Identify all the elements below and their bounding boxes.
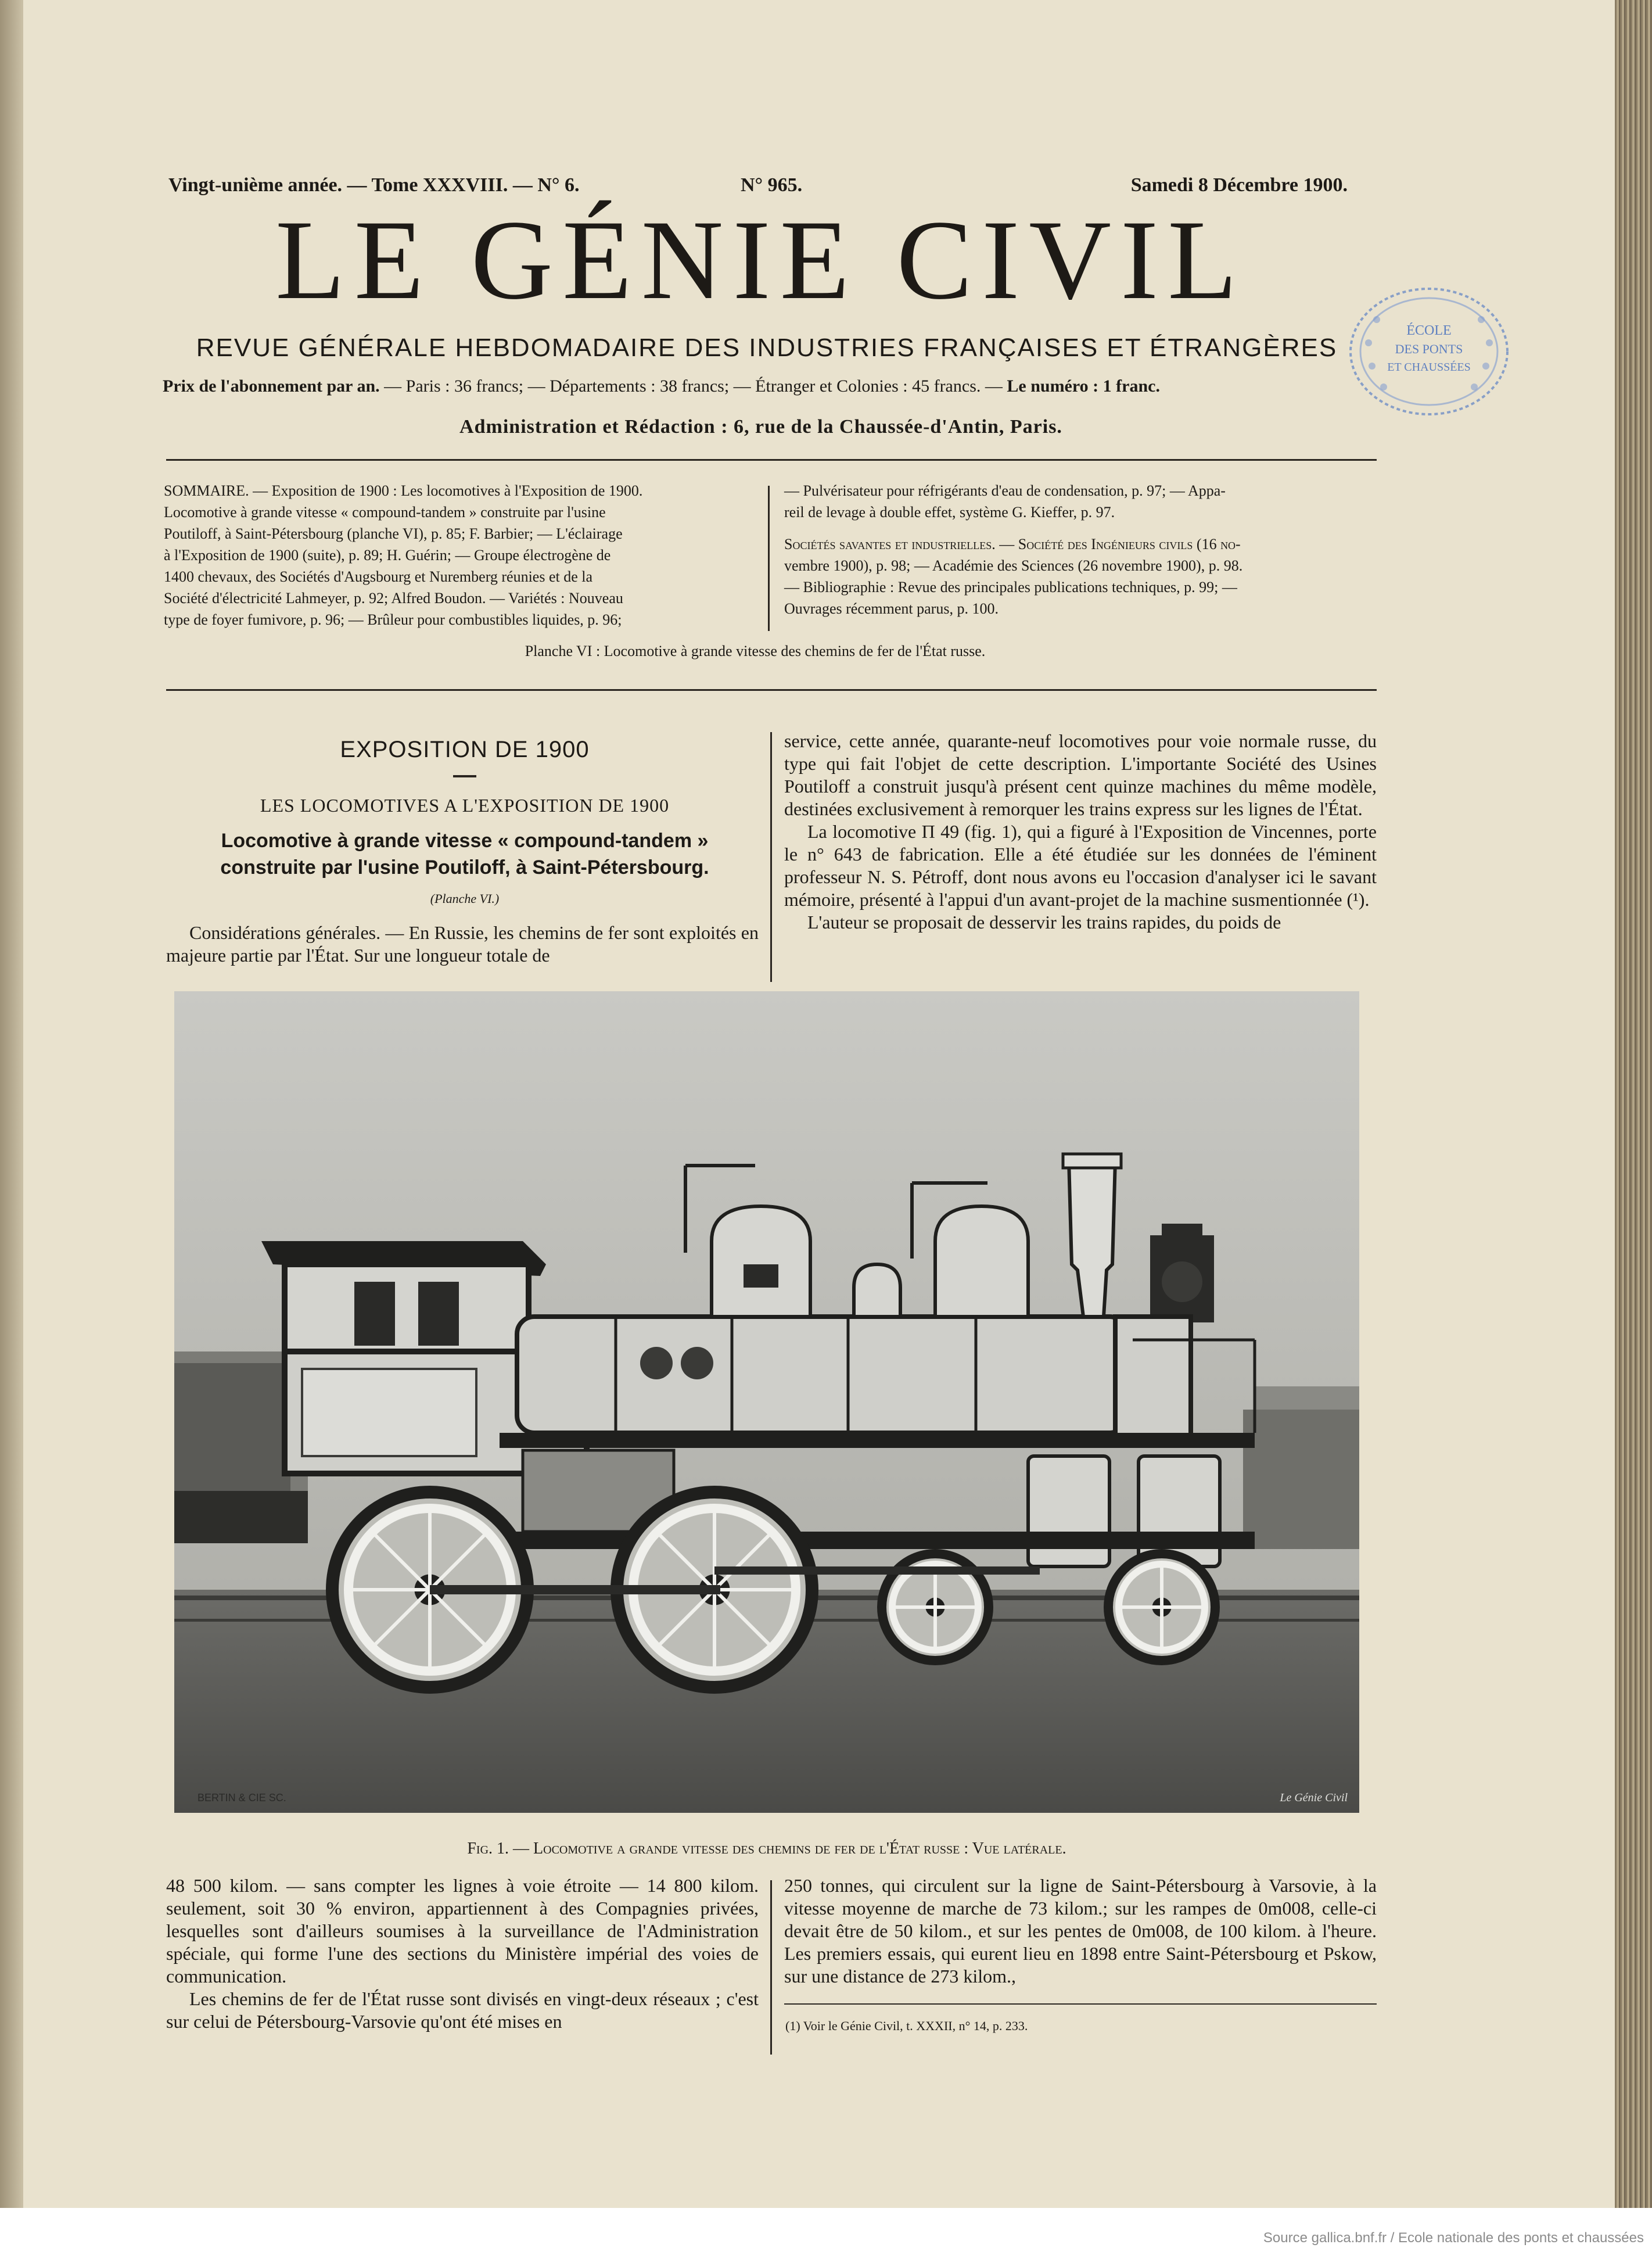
paragraph: Considérations générales. — En Russie, les chemins de fer sont exploités en majeure partie par l'État. Sur une longueur totale de: [166, 922, 759, 966]
section-dash: [453, 775, 476, 777]
summary-left-line: à l'Exposition de 1900 (suite), p. 89; H. Guérin; — Groupe électrogène de: [164, 547, 611, 564]
prices-text: — Paris : 36 francs; — Départements : 38 francs; — Étranger et Colonies : 45 francs. —: [379, 377, 1007, 396]
subscription-prices: [163, 377, 1382, 396]
prices-label: Prix de l'abonnement par an.: [163, 377, 380, 396]
summary-left-line: SOMMAIRE. — Exposition de 1900 : Les locomotives à l'Exposition de 1900.: [164, 482, 643, 499]
summary-column-divider: [768, 486, 770, 631]
masthead-title: LE GÉNIE CIVIL: [275, 197, 1247, 323]
summary-left-line: type de foyer fumivore, p. 96; — Brûleur pour combustibles liquides, p. 96;: [164, 611, 622, 628]
summary-left-line: Locomotive à grande vitesse « compound-tandem » construite par l'usine: [164, 504, 606, 521]
paragraph: L'auteur se proposait de desservir les trains rapides, du poids de: [807, 912, 1281, 933]
issue-info: Vingt-unième année. — Tome XXXVIII. — N° 6.: [168, 174, 580, 196]
paragraph: service, cette année, quarante-neuf locomotives pour voie normale russe, du type qui fait l'objet de cette description. L'importante Société des Usines Poutiloff a construit jusqu'à présent cent quinze machines du même modèle, destinées exclusivement à remorquer les trains express sur les lignes de l'État.: [784, 730, 1377, 819]
summary-planche: Planche VI : Locomotive à grande vitesse des chemins de fer de l'État russe.: [525, 643, 986, 659]
article-planche: (Planche VI.): [430, 891, 500, 906]
publication-credit: Le Génie Civil: [1280, 1791, 1348, 1804]
column-divider-bottom: [770, 1880, 772, 2055]
paragraph: Les chemins de fer de l'État russe sont divisés en vingt-deux réseaux ; c'est sur celui de Pétersbourg-Varsovie qu'ont été mises en: [166, 1988, 759, 2032]
summary-right: [784, 480, 1371, 619]
summary-right-spacer: [784, 523, 1371, 533]
footnote: (1) Voir le Génie Civil, t. XXXII, n° 14, p. 233.: [785, 2019, 1028, 2033]
paragraph: La locomotive Π 49 (fig. 1), qui a figuré à l'Exposition de Vincennes, porte le n° 643 de fabrication. Elle a été étudiée sur les données de l'éminent professeur N. S. Pétroff, dont nous avons eu l'occasion d'analyser ici le savant mémoire, présenté à l'appui d'un avant-projet de la machine susmentionnée (¹).: [784, 821, 1377, 910]
issue-date: Samedi 8 Décembre 1900.: [1130, 174, 1348, 196]
column-divider-top: [770, 732, 772, 982]
column-2-top: [784, 730, 1377, 934]
source-attribution: Source gallica.bnf.fr / Ecole nationale des ponts et chaussées: [1263, 2230, 1644, 2246]
administration-address: Administration et Rédaction : 6, rue de la Chaussée-d'Antin, Paris.: [459, 416, 1062, 438]
summary-divider: [166, 689, 1377, 691]
article-subtitle-line-1: Locomotive à grande vitesse « compound-tandem »: [221, 830, 709, 852]
locomotive-illustration: [174, 991, 1359, 1813]
summary-right-line: vembre 1900), p. 98; — Académie des Sciences (26 novembre 1900), p. 98.: [784, 557, 1243, 574]
figure-caption: Fig. 1. — Locomotive a grande vitesse des chemins de fer de l'État russe : Vue latérale.: [467, 1840, 1066, 1858]
paragraph: 250 tonnes, qui circulent sur la ligne de Saint-Pétersbourg à Varsovie, à la vitesse moyenne de marche de 73 kilom.; sur les rampes de 0m008, celle-ci devait être de 50 kilom., et sur les pentes de 0m008, de 100 kilom. à l'heure. Les premiers essais, qui eurent lieu en 1898 entre Saint-Pétersbourg et Pskow, sur une distance de 273 kilom.,: [784, 1875, 1377, 1987]
column-2-bottom: [784, 1874, 1377, 1988]
locomotive-photograph: [174, 991, 1359, 1813]
stamp-line-3: ET CHAUSSÉES: [1387, 361, 1471, 374]
binding-shadow: [0, 0, 23, 2208]
article-subtitle: [157, 827, 773, 881]
book-spine: [1615, 0, 1652, 2208]
header-divider: [166, 459, 1377, 461]
summary-right-line: Ouvrages récemment parus, p. 100.: [784, 600, 999, 617]
library-stamp: [1342, 279, 1516, 424]
summary-right-line: reil de levage à double effet, système G. Kieffer, p. 97.: [784, 504, 1115, 521]
column-1-top: [166, 922, 759, 967]
engraver-credit: BERTIN & CIE SC.: [197, 1792, 286, 1804]
article-title: LES LOCOMOTIVES A L'EXPOSITION DE 1900: [260, 795, 670, 816]
summary-right-line: — Bibliographie : Revue des principales publications techniques, p. 99; —: [784, 579, 1237, 596]
column-1-bottom: [166, 1874, 759, 2033]
summary-left-line: Poutiloff, à Saint-Pétersbourg (planche VI), p. 85; F. Barbier; — L'éclairage: [164, 525, 623, 542]
issue-number: N° 965.: [741, 174, 803, 196]
summary-left-line: 1400 chevaux, des Sociétés d'Augsbourg et Nuremberg réunies et de la: [164, 568, 593, 585]
footnote-divider: [784, 2003, 1377, 2005]
summary-right-line: — Pulvérisateur pour réfrigérants d'eau de condensation, p. 97; — Appa-: [784, 482, 1226, 499]
masthead-subtitle: REVUE GÉNÉRALE HEBDOMADAIRE DES INDUSTRIES FRANÇAISES ET ÉTRANGÈRES: [196, 334, 1338, 362]
prices-number: Le numéro : 1 franc.: [1007, 377, 1160, 396]
section-title: EXPOSITION DE 1900: [340, 737, 590, 762]
stamp-line-2: DES PONTS: [1395, 342, 1463, 356]
stamp-line-1: ÉCOLE: [1406, 323, 1452, 338]
paragraph: 48 500 kilom. — sans compter les lignes à voie étroite — 14 800 kilom. seulement, soit 30 % environ, appartiennent à des Compagnies privées, lesquelles sont d'ailleurs soumises à la surveillance de l'Administration spéciale, qui forme l'une des sections du Ministère impérial des voies de communication.: [166, 1875, 759, 1987]
summary-left-line: Société d'électricité Lahmeyer, p. 92; Alfred Boudon. — Variétés : Nouveau: [164, 590, 623, 607]
summary-right-line: Sociétés savantes et industrielles. — Société des Ingénieurs civils (16 no-: [784, 536, 1241, 553]
article-subtitle-line-2: construite par l'usine Poutiloff, à Saint-Pétersbourg.: [220, 856, 709, 879]
summary-left: [164, 480, 750, 630]
